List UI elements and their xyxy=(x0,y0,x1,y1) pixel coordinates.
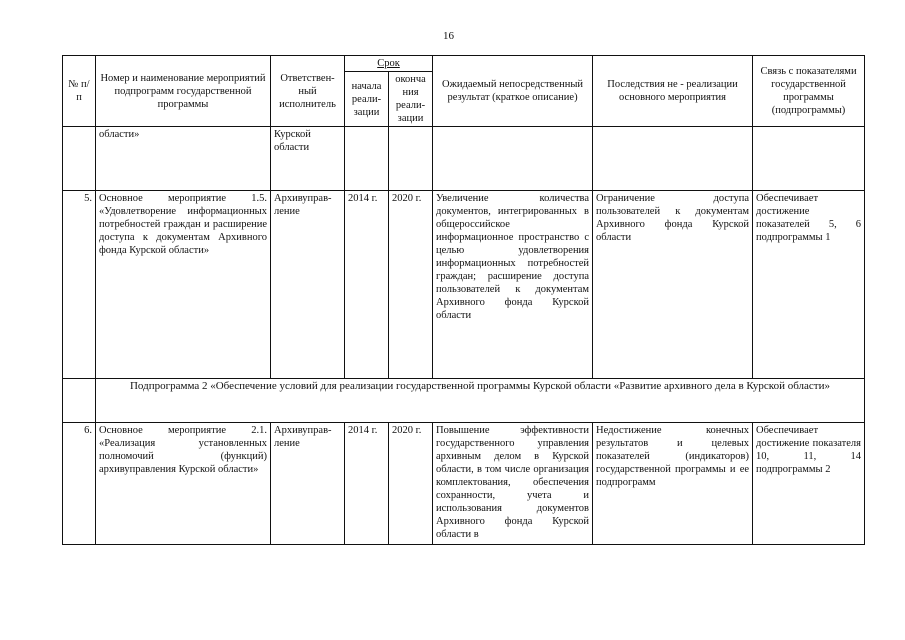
cell-responsible: Архивуправ-ление xyxy=(271,191,345,379)
cell-start: 2014 г. xyxy=(345,191,389,379)
header-result: Ожидаемый непосредственный результат (краткое описание) xyxy=(433,56,593,127)
program-table xyxy=(62,55,865,545)
cell-num: 6. xyxy=(63,423,96,545)
cell-start xyxy=(345,127,389,191)
cell-num xyxy=(63,379,96,423)
cell-start: 2014 г. xyxy=(345,423,389,545)
header-name: Номер и наименование мероприятий подпрограмм государственной программы xyxy=(96,56,271,127)
cell-result xyxy=(433,127,593,191)
header-num: № п/п xyxy=(63,56,96,127)
cell-link: Обеспечивает достижение показателей 5, 6 подпрограммы 1 xyxy=(753,191,865,379)
header-term-label: Срок xyxy=(377,58,400,69)
cell-name: Основное мероприятие 2.1. «Реализация установленных полномочий (функций) архивуправления Курской области» xyxy=(96,423,271,545)
cell-consequences xyxy=(593,127,753,191)
table-row xyxy=(63,191,865,379)
header-term xyxy=(345,56,433,72)
header-end: оконча ния реали-зации xyxy=(389,72,433,127)
cell-name: Основное мероприятие 1.5. «Удовлетворение информационных потребностей граждан и расширение доступа к документам Архивного фонда Курской области» xyxy=(96,191,271,379)
cell-end: 2020 г. xyxy=(389,191,433,379)
subprogram-title: Подпрограмма 2 «Обеспечение условий для реализации государственной программы Курской области «Развитие архивного дела в Курской области» xyxy=(96,379,865,423)
header-link: Связь с показателями государственной программы (подпрограммы) xyxy=(753,56,865,127)
cell-link xyxy=(753,127,865,191)
cell-end: 2020 г. xyxy=(389,423,433,545)
cell-result: Повышение эффективности государственного управления архивным делом в Курской области, в том числе организация комплектования, обеспечения сохранности, учета и использования документов Архивного фонда Курской области в xyxy=(433,423,593,545)
cell-responsible: Курской области xyxy=(271,127,345,191)
cell-responsible: Архивуправ-ление xyxy=(271,423,345,545)
page-number: 16 xyxy=(443,30,454,42)
cell-num: 5. xyxy=(63,191,96,379)
cell-end xyxy=(389,127,433,191)
table-row xyxy=(63,423,865,545)
cell-consequences: Ограничение доступа пользователей к документам Архивного фонда Курской области xyxy=(593,191,753,379)
cell-name: области» xyxy=(96,127,271,191)
table-row xyxy=(63,127,865,191)
cell-consequences: Недостижение конечных результатов и целевых показателей (индикаторов) государственной программы и ее подпрограмм xyxy=(593,423,753,545)
header-responsible: Ответствен-ный исполнитель xyxy=(271,56,345,127)
cell-link: Обеспечивает достижение показателя 10, 11, 14 подпрограммы 2 xyxy=(753,423,865,545)
header-start: начала реали-зации xyxy=(345,72,389,127)
cell-result: Увеличение количества документов, интегрированных в общероссийское информационное пространство с целью удовлетворения информационных потребностей граждан; расширение доступа пользователей к документам Архивного фонда Курской области xyxy=(433,191,593,379)
subprogram-row xyxy=(63,379,865,423)
cell-num xyxy=(63,127,96,191)
header-consequences: Последствия не - реализации основного мероприятия xyxy=(593,56,753,127)
